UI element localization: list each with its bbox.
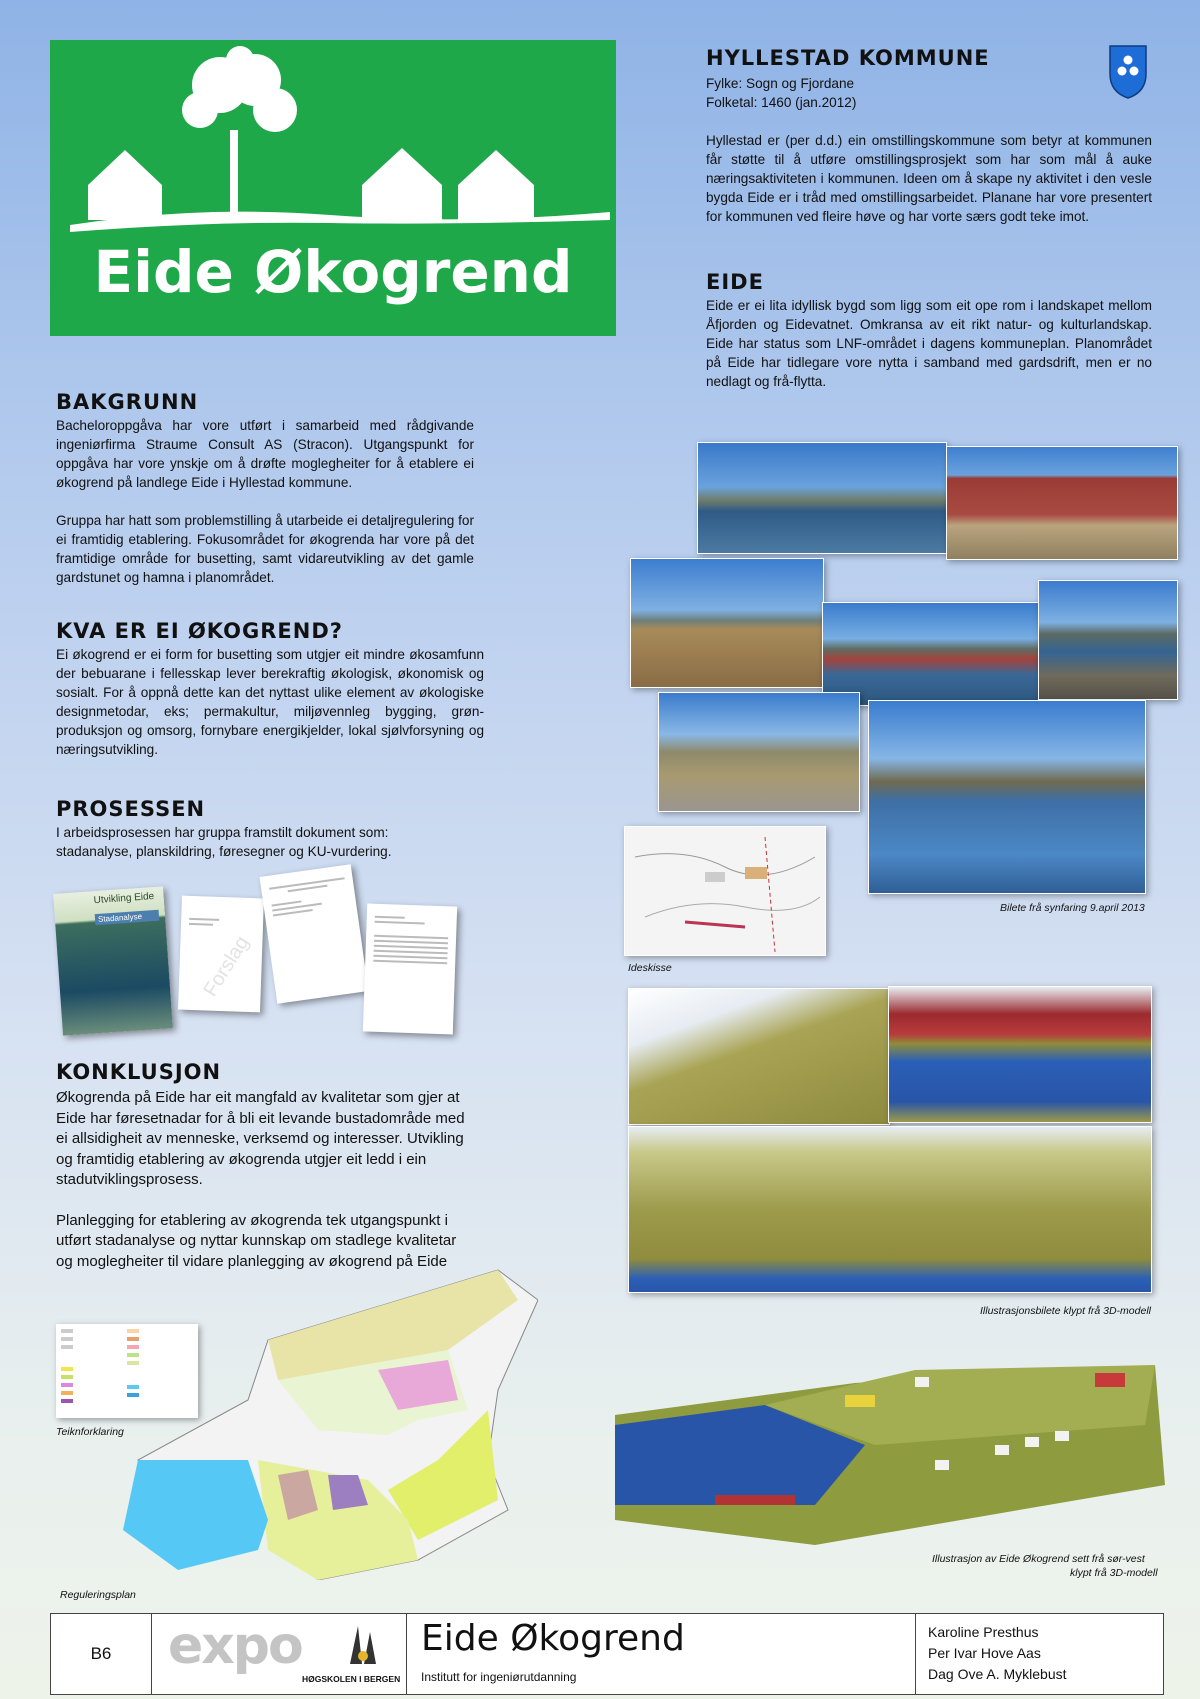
caption-teiknforklaring: Teiknforklaring [56,1426,124,1438]
houses-tree-icon [50,40,616,240]
caption-illustrasjon-1: Illustrasjon av Eide Økogrend sett frå sør-vest [932,1553,1145,1565]
photo-red-boathouses [946,446,1178,560]
document-cover-subtitle: Stadanalyse [95,910,160,925]
fylke-text: Fylke: Sogn og Fjordane [706,76,855,91]
photo-calm-water [868,700,1146,894]
caption-synfaring: Bilete frå synfaring 9.april 2013 [1000,902,1145,914]
caption-reguleringsplan: Reguleringsplan [60,1589,136,1601]
author-1: Karoline Presthus [928,1624,1039,1640]
reguleringsplan-map [118,1260,538,1580]
render-overview [615,1365,1165,1545]
bakgrunn-p1: Bacheloroppgåva har vore utført i samarbeid med rådgivande ingeniørfirma Straume Consult AS (Stracon). Utgangspunkt for oppgåva har vore ynskje om å drøfte moglegheiter for å etablere ei økogrend på landlege Eide i Hyllestad kommune. [56,418,474,490]
photo-fjord-harbour [697,442,947,554]
planskildring-document [178,896,264,1013]
caption-ideskisse: Ideskisse [628,962,672,974]
eide-heading: EIDE [706,270,764,294]
photo-rocky-shore [1038,580,1178,700]
folketal-text: Folketal: 1460 (jan.2012) [706,95,857,110]
kva-heading: KVA ER EI ØKOGREND? [56,619,343,643]
footer-title: Eide Økogrend [421,1618,685,1659]
foresegner-document [260,864,369,1004]
authors [916,1614,1163,1694]
caption-illustrasjonsbilete: Illustrasjonsbilete klypt frå 3D-modell [980,1305,1151,1317]
expo-logo-block [152,1614,407,1694]
hyllestad-heading: HYLLESTAD KOMMUNE [706,46,990,70]
expo-logo: expo [168,1616,302,1676]
stadanalyse-document [53,886,173,1035]
overview-3d-icon [615,1365,1165,1545]
footer [50,1613,1164,1695]
photo-meadow [630,558,824,688]
sketch-icon [625,827,825,955]
ku-vurdering-document [363,903,457,1034]
institute-name: Institutt for ingeniørutdanning [421,1670,577,1684]
caption-illustrasjon-2: klypt frå 3D-modell [1070,1567,1158,1579]
document-watermark: Forslag [199,932,254,1001]
hib-logo-icon [348,1624,378,1666]
photo-road [658,692,860,812]
hyllestad-body: Hyllestad er (per d.d.) ein omstillingskommune som betyr at kommunen får støtte til å utføre omstillingsprosjekt som har som mål å auke næringsaktiviteten i kommunen. Ideen om å skape ny aktivitet i den vesle bygda Eide er i tråd med omstillingsarbeidet. Planane har vore presentert for kommunen ved fleire høve og har vorte særs godt teke imot. [706,133,1152,224]
logo-banner [50,40,616,336]
konklusjon-p1: Økogrenda på Eide har eit mangfald av kvalitetar som gjer at Eide har føresetnadar for å bli eit levande bustadområde med ei allsidigheit av menneske, verksemd og interesser. Utvikling og framtidig etablering av økogrenda utgjer eit ledd i ein stadutviklingsprosess. [56,1089,465,1188]
konklusjon-p2: Planlegging for etablering av økogrenda tek utgangspunkt i utført stadanalyse og nyttar kunnskap om stadlege kvalitetar og moglegheiter til vidare planlegging av økogrend på Eide [56,1211,457,1270]
school-name: HØGSKOLEN I BERGEN [302,1674,401,1684]
render-marina [888,986,1152,1123]
author-3: Dag Ove A. Myklebust [928,1666,1067,1682]
photo-red-house-shore [822,602,1042,706]
kva-body: Ei økogrend er ei form for busetting som utgjer eit mindre økosamfunn der bebuarane i fellesskap lever berekraftig økologisk, økonomisk og sosialt. For å oppnå dette kan det nyttast ulike element av økologiske designmetodar, eks; permakultur, miljøvennleg bygging, grøn-produksjon og omsorg, fornybare energikjelder, lokal sjølvforsyning og næringsutvikling. [56,647,484,757]
konklusjon-heading: KONKLUSJON [56,1060,222,1084]
document-cover-title: Utvikling Eide [93,890,155,907]
logo-title: Eide Økogrend [93,238,573,306]
poster-code: B6 [51,1614,152,1694]
bakgrunn-heading: BAKGRUNN [56,390,199,414]
prosessen-body: I arbeidsprosessen har gruppa framstilt dokument som: stadanalyse, planskildring, føresegner og KU-vurdering. [56,825,392,859]
ideskisse-sketch [624,826,826,956]
author-2: Per Ivar Hove Aas [928,1645,1041,1661]
bakgrunn-p2: Gruppa har hatt som problemstilling å utarbeide ei detaljregulering for ei framtidig etablering. Fokusområdet for økogrenda har vore på det framtidige område for busetting, samt vidareutvikling av det gamle gardstunet og hamna i planområdet. [56,513,474,585]
eide-body: Eide er ei lita idyllisk bygd som ligg som eit ope rom i landskapet mellom Åfjorden og Eidevatnet. Omkransa av eit rikt natur- og kulturlandskap. Eide har status som LNF-området i dagens kommuneplan. Planområdet på Eide har tidlegare vore nytta i samband med gardsdrift, men er no nedlagt og frå-flytta. [706,298,1152,389]
prosessen-heading: PROSESSEN [56,797,206,821]
render-village [628,1126,1152,1293]
render-houses-yellow [628,988,890,1125]
footer-title-block [407,1614,916,1694]
